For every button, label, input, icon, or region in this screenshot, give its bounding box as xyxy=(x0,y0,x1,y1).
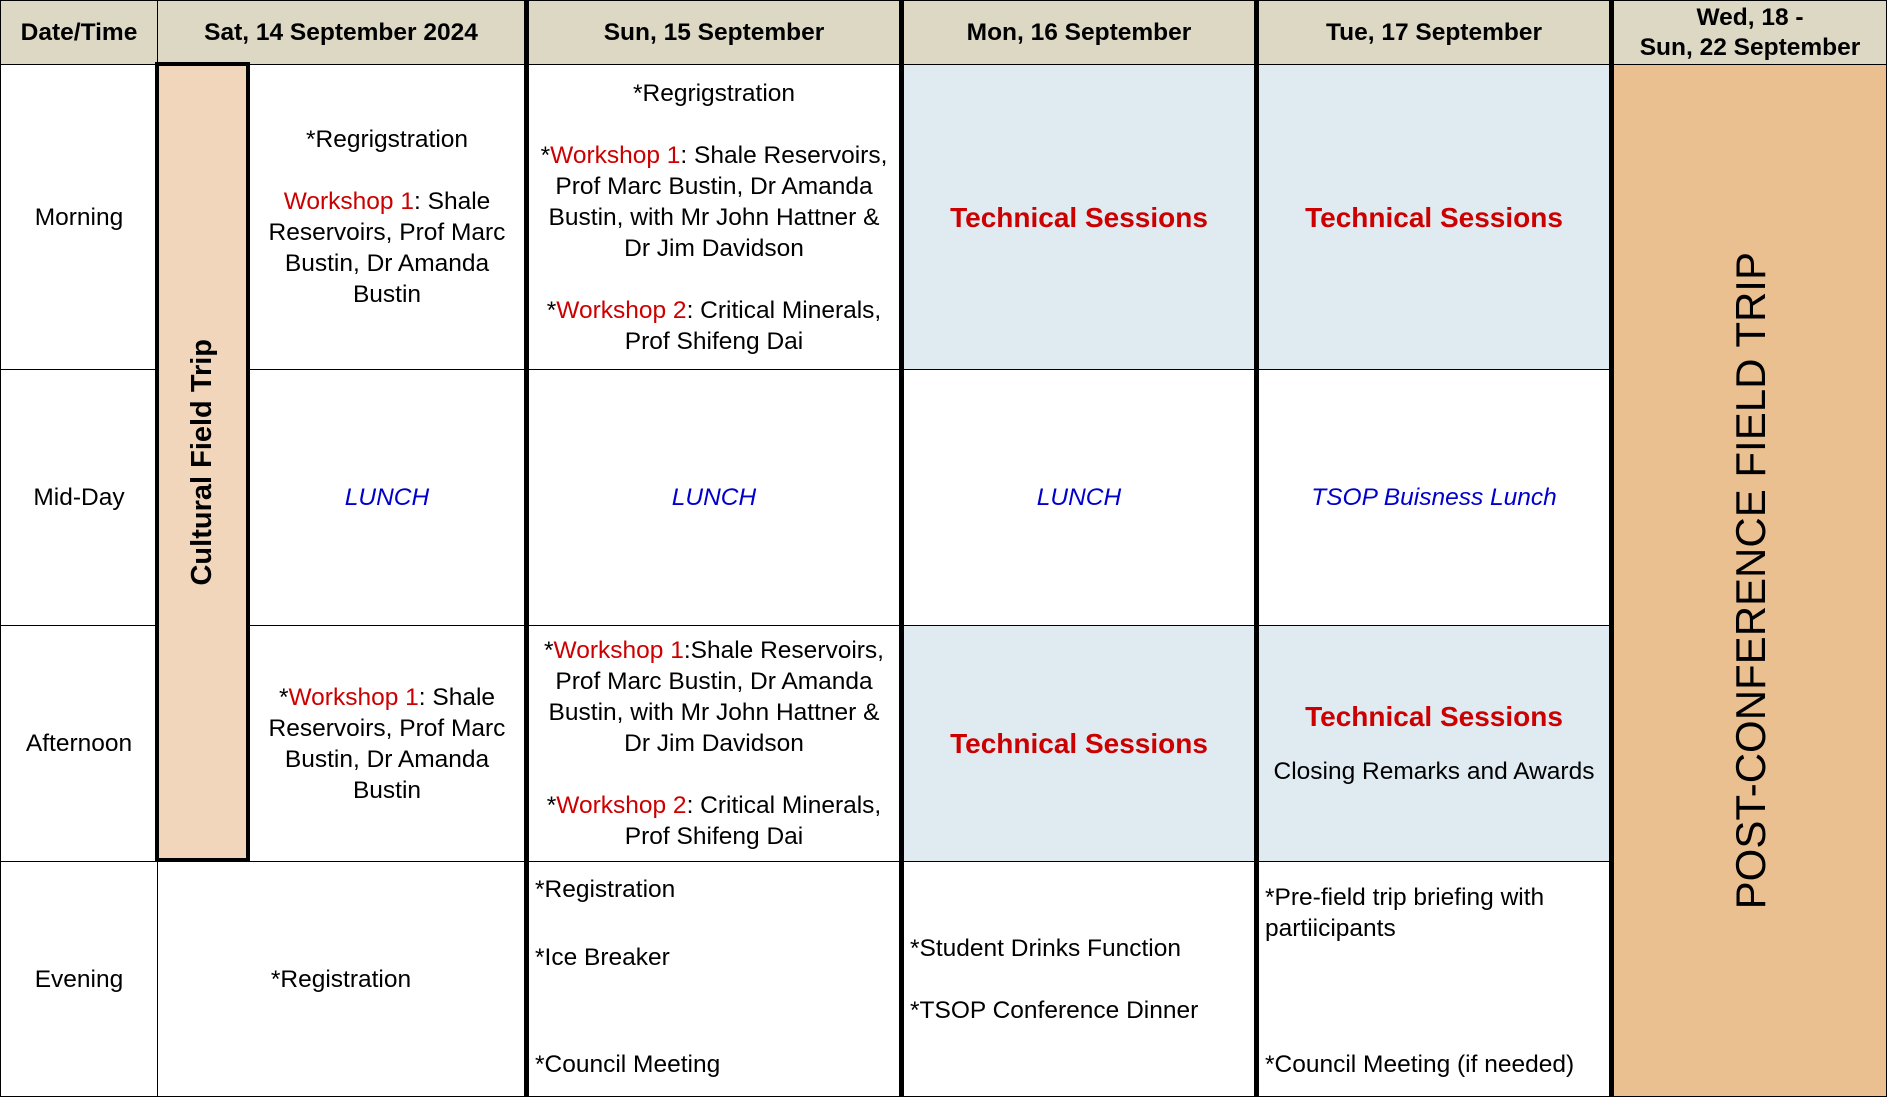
star: * xyxy=(278,683,289,711)
sun-afternoon-workshop1 xyxy=(529,635,899,759)
sat-morning-registration: *Regrigstration xyxy=(305,126,469,153)
tue-morning xyxy=(1258,64,1614,370)
mon-evening xyxy=(903,861,1259,1097)
cultural-field-trip-label: Cultural Field Trip xyxy=(186,338,218,586)
tue-evening-council: *Council Meeting (if needed) xyxy=(1265,1051,1575,1078)
sat-afternoon xyxy=(249,625,529,862)
header-mon-label: Mon, 16 September xyxy=(966,18,1192,46)
workshop-label: Workshop 1 xyxy=(550,141,681,169)
sun-evening-icebreaker: *Ice Breaker xyxy=(535,943,670,971)
header-wed-line2: Sun, 22 September xyxy=(1639,33,1861,61)
mon-afternoon xyxy=(903,625,1259,862)
star: * xyxy=(540,141,551,169)
sat-morning xyxy=(249,64,529,370)
star: * xyxy=(546,296,557,324)
row-evening-text: Evening xyxy=(34,965,124,993)
sun-afternoon xyxy=(528,625,904,862)
tue-technical-sessions-morning: Technical Sessions xyxy=(1305,201,1563,233)
post-conference-label: POST-CONFERENCE FIELD TRIP xyxy=(1726,251,1774,910)
workshop-text: : Shale Reservoirs, Prof Marc Bustin, Dr Amanda Bustin xyxy=(268,683,506,804)
row-label-morning xyxy=(0,64,158,370)
mon-technical-sessions-afternoon: Technical Sessions xyxy=(950,728,1208,759)
sun-morning-workshop1 xyxy=(529,140,899,264)
mon-lunch: LUNCH xyxy=(1036,484,1122,511)
workshop-text: : Critical Minerals, Prof Shifeng Dai xyxy=(624,792,882,850)
header-datetime xyxy=(0,0,158,65)
workshop-label: Workshop 1 xyxy=(288,683,419,711)
row-label-midday xyxy=(0,369,158,626)
sat-lunch: LUNCH xyxy=(344,484,430,511)
header-tue xyxy=(1258,0,1614,65)
sun-afternoon-workshop2 xyxy=(529,790,899,852)
sat-afternoon-workshop xyxy=(250,682,524,806)
tue-evening-briefing: *Pre-field trip briefing with partiicipants xyxy=(1265,884,1545,942)
tue-afternoon xyxy=(1258,625,1614,862)
star: * xyxy=(544,637,554,664)
mon-morning xyxy=(903,64,1259,370)
sun-morning-workshop2 xyxy=(529,295,899,357)
header-wed-line1: Wed, 18 - xyxy=(1696,3,1804,31)
row-label-afternoon xyxy=(0,625,158,862)
mon-evening-dinner: *TSOP Conference Dinner xyxy=(910,996,1199,1024)
cultural-field-trip xyxy=(155,62,250,862)
row-afternoon-text: Afternoon xyxy=(25,730,133,757)
header-wed-sun xyxy=(1613,0,1887,65)
tue-evening xyxy=(1258,861,1614,1097)
workshop-label: Workshop 2 xyxy=(556,296,687,324)
workshop-text: : Shale Reservoirs, Prof Marc Bustin, Dr Amanda Bustin xyxy=(268,188,506,308)
workshop-label: Workshop 1 xyxy=(553,637,684,664)
row-morning-text: Morning xyxy=(34,203,124,231)
mon-evening-drinks: *Student Drinks Function xyxy=(910,934,1181,962)
header-sat-label: Sat, 14 September 2024 xyxy=(204,18,478,46)
workshop-label: Workshop 2 xyxy=(556,792,687,819)
sun-evening xyxy=(528,861,904,1097)
sun-morning-registration: *Regrigstration xyxy=(632,79,796,107)
mon-midday xyxy=(903,369,1259,626)
header-datetime-label: Date/Time xyxy=(20,18,138,46)
post-conference-field-trip xyxy=(1613,64,1887,1097)
row-midday-text: Mid-Day xyxy=(33,484,125,511)
sun-evening-registration: *Registration xyxy=(535,876,676,903)
star: * xyxy=(546,792,557,819)
header-mon xyxy=(903,0,1259,65)
sun-morning xyxy=(528,64,904,370)
sun-midday xyxy=(528,369,904,626)
header-sun-label: Sun, 15 September xyxy=(603,18,825,46)
tue-technical-sessions-afternoon: Technical Sessions xyxy=(1305,700,1563,732)
mon-technical-sessions-morning: Technical Sessions xyxy=(950,201,1208,233)
sat-evening-registration: *Registration xyxy=(270,965,412,993)
workshop-text: :Shale Reservoirs, Prof Marc Bustin, Dr Amanda Bustin, with Mr John Hattner & Dr Jim Davidson xyxy=(548,637,884,757)
sat-midday xyxy=(249,369,529,626)
sun-lunch: LUNCH xyxy=(671,484,757,511)
tue-business-lunch: TSOP Buisness Lunch xyxy=(1311,484,1557,511)
header-sun xyxy=(528,0,904,65)
tue-midday xyxy=(1258,369,1614,626)
row-label-evening xyxy=(0,861,158,1097)
header-tue-label: Tue, 17 September xyxy=(1325,18,1543,46)
sun-evening-council: *Council Meeting xyxy=(535,1051,721,1078)
sat-evening xyxy=(157,861,529,1097)
tue-closing-remarks: Closing Remarks and Awards xyxy=(1273,757,1595,785)
workshop-label: Workshop 1 xyxy=(283,188,414,215)
workshop-text: : Critical Minerals, Prof Shifeng Dai xyxy=(624,296,882,355)
sat-morning-workshop xyxy=(250,186,524,310)
header-sat xyxy=(157,0,529,65)
workshop-text: : Shale Reservoirs, Prof Marc Bustin, Dr Amanda Bustin, with Mr John Hattner & Dr Jim Davidson xyxy=(548,141,888,262)
